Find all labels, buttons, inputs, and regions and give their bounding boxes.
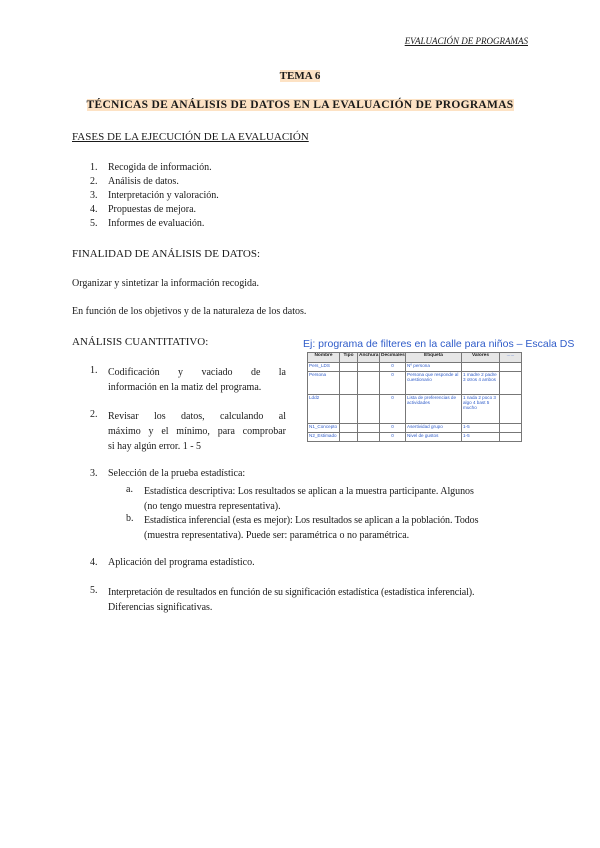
table-row	[308, 394, 522, 423]
table-row	[308, 363, 522, 372]
table-cell	[358, 423, 380, 432]
finalidad-paragraph-1: Organizar y sintetizar la información recogida.	[72, 278, 259, 289]
table-cell: N1_Concepto	[308, 423, 340, 432]
table-cell: 1 nada 2 poco 3 algo 4 bast 5 mucho	[462, 394, 500, 423]
table-cell	[500, 423, 522, 432]
column-header: Nombre	[308, 353, 340, 363]
table-cell	[340, 432, 358, 441]
list-item: 1. Recogida de información.	[90, 162, 212, 173]
table-cell	[500, 394, 522, 423]
table-cell	[340, 394, 358, 423]
table-cell	[500, 372, 522, 395]
figure-title: Ej: programa de filteres en la calle para niños – Escala DS	[303, 338, 575, 350]
running-header: EVALUACIÓN DE PROGRAMAS	[404, 36, 528, 46]
list-item: 5. Interpretación de resultados en función de su significación estadística (estadística inferencial). Diferencias significativas.	[90, 585, 475, 613]
fases-heading: FASES DE LA EJECUCIÓN DE LA EVALUACIÓN	[72, 131, 309, 143]
list-item: 2. Revisar los datos, calculando al máximo y el mínimo, para comprobar si hay algún error. 1 - 5	[90, 409, 286, 452]
finalidad-heading: FINALIDAD DE ANÁLISIS DE DATOS:	[72, 248, 261, 260]
table-cell: Persona	[308, 372, 340, 395]
table-cell: 0	[380, 372, 406, 395]
column-header: ......	[500, 353, 522, 363]
table-cell: Persona que responde al cuestionario	[406, 372, 462, 395]
variable-table	[307, 352, 522, 442]
table-cell: 0	[380, 432, 406, 441]
table-cell	[500, 363, 522, 372]
table-cell: 0	[380, 423, 406, 432]
tema-heading: TEMA 6	[279, 70, 321, 82]
table-cell: 1 madre 2 padre 3 otros 4 ambos	[462, 372, 500, 395]
column-header: Valores	[462, 353, 500, 363]
table-cell: Nº persona	[406, 363, 462, 372]
table-cell: Nivel de gustos	[406, 432, 462, 441]
finalidad-paragraph-2: En función de los objetivos y de la naturaleza de los datos.	[72, 306, 307, 317]
table-cell	[358, 394, 380, 423]
table-cell: Pers_LDS	[308, 363, 340, 372]
column-header: Etiqueta	[406, 353, 462, 363]
list-item: 2. Análisis de datos.	[90, 176, 179, 187]
table-row	[308, 423, 522, 432]
table-row	[308, 432, 522, 441]
table-cell: 0	[380, 394, 406, 423]
page-title: TÉCNICAS DE ANÁLISIS DE DATOS EN LA EVALUACIÓN DE PROGRAMAS	[86, 99, 514, 111]
table-cell: 1-5	[462, 432, 500, 441]
list-item: 3. Selección de la prueba estadística:	[90, 468, 246, 479]
table-cell	[462, 363, 500, 372]
list-item: 3. Interpretación y valoración.	[90, 190, 219, 201]
table-cell: 0	[380, 363, 406, 372]
column-header: Anchura	[358, 353, 380, 363]
table-cell	[340, 423, 358, 432]
table-header-row	[308, 353, 522, 363]
column-header: Decimales	[380, 353, 406, 363]
table-cell	[358, 372, 380, 395]
table-cell: Lista de preferencias de actividades	[406, 394, 462, 423]
table-cell	[340, 372, 358, 395]
table-cell	[358, 363, 380, 372]
list-item: 1. Codificación y vaciado de la información en la matiz del programa.	[90, 365, 286, 393]
list-item: 5. Informes de evaluación.	[90, 218, 205, 229]
table-cell	[500, 432, 522, 441]
table-cell	[358, 432, 380, 441]
table-cell: Ldd2	[308, 394, 340, 423]
table-cell: 1-5	[462, 423, 500, 432]
table-cell	[340, 363, 358, 372]
table-cell: Asertividad grupo	[406, 423, 462, 432]
table-row	[308, 372, 522, 395]
cuantitativo-heading: ANÁLISIS CUANTITATIVO:	[72, 336, 209, 348]
list-item: 4. Propuestas de mejora.	[90, 204, 197, 215]
list-item: 4. Aplicación del programa estadístico.	[90, 557, 255, 568]
table-cell: N2_Estimado	[308, 432, 340, 441]
column-header: Tipo	[340, 353, 358, 363]
